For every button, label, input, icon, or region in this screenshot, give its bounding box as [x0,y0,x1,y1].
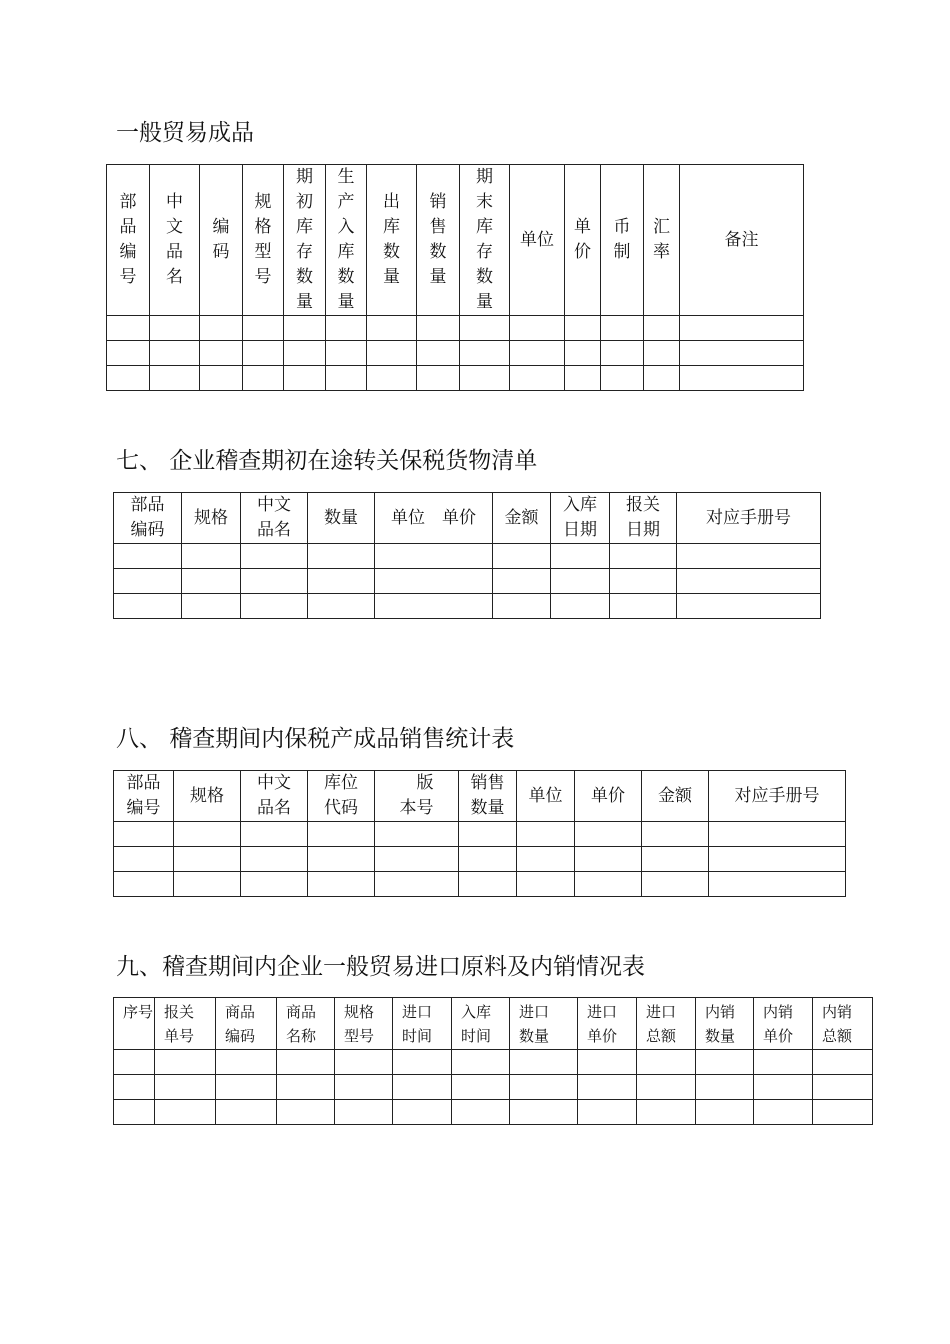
col-header: 进口总额 [637,998,696,1050]
section-7-title: 七、 企业稽查期初在途转关保税货物清单 [116,448,538,474]
col-header: 单价 [565,165,601,316]
section-8-title: 八、 稽查期间内保税产成品销售统计表 [116,726,515,752]
table-row [114,1075,873,1100]
col-header: 销售数量 [459,771,517,822]
general-trade-products-table [106,164,804,391]
col-header: 销售数量 [417,165,460,316]
table-header-row [114,493,821,544]
col-header: 商品名称 [277,998,335,1050]
col-header: 金额 [493,493,551,544]
section-1-title: 一般贸易成品 [116,120,254,146]
col-header: 进口单价 [578,998,637,1050]
col-header: 报关日期 [610,493,677,544]
col-header: 中文品名 [241,493,308,544]
table-row [114,1050,873,1075]
col-header: 部品编号 [107,165,150,316]
col-header: 进口数量 [510,998,578,1050]
col-header: 期末库存数量 [460,165,510,316]
col-header: 规格型号 [335,998,393,1050]
table-row [114,872,846,897]
table-row [107,341,804,366]
col-header: 期初库存数量 [284,165,326,316]
table-row [114,1100,873,1125]
table-header-row [114,998,873,1050]
col-header: 数量 [308,493,375,544]
table-row [107,316,804,341]
table-header-row [114,771,846,822]
in-transit-bonded-goods-table [113,492,821,619]
col-header: 对应手册号 [677,493,821,544]
col-header: 进口时间 [393,998,452,1050]
col-header: 规格 [182,493,241,544]
table-row [107,366,804,391]
col-header: 单位 单价 [375,493,493,544]
col-header: 币制 [601,165,644,316]
col-header: 入库时间 [452,998,510,1050]
col-header: 部品编号 [114,771,174,822]
col-header: 备注 [680,165,804,316]
col-header: 入库日期 [551,493,610,544]
col-header: 中文品名 [241,771,308,822]
col-header: 内销总额 [813,998,873,1050]
table-row [114,822,846,847]
table-row [114,847,846,872]
table-header-row [107,165,804,316]
general-trade-imports-table [113,997,873,1125]
col-header: 部品编码 [114,493,182,544]
col-header: 出库数量 [367,165,417,316]
col-header: 金额 [642,771,709,822]
col-header: 单价 [575,771,642,822]
section-9-title: 九、稽查期间内企业一般贸易进口原料及内销情况表 [116,954,645,980]
col-header: 汇率 [644,165,680,316]
col-header: 对应手册号 [709,771,846,822]
table-row [114,544,821,569]
table-row [114,569,821,594]
col-header: 生产入库数量 [326,165,367,316]
col-header: 库位代码 [308,771,375,822]
col-header: 内销数量 [696,998,754,1050]
col-header: 内销单价 [754,998,813,1050]
col-header: 版本号 [375,771,459,822]
col-header: 编码 [200,165,243,316]
table-row [114,594,821,619]
bonded-product-sales-table [113,770,846,897]
col-header: 序号 [114,998,155,1050]
col-header: 中文品名 [150,165,200,316]
col-header: 规格 [174,771,241,822]
col-header: 单位 [517,771,575,822]
col-header: 规格型号 [243,165,284,316]
col-header: 商品编码 [216,998,277,1050]
col-header: 单位 [510,165,565,316]
col-header: 报关单号 [155,998,216,1050]
